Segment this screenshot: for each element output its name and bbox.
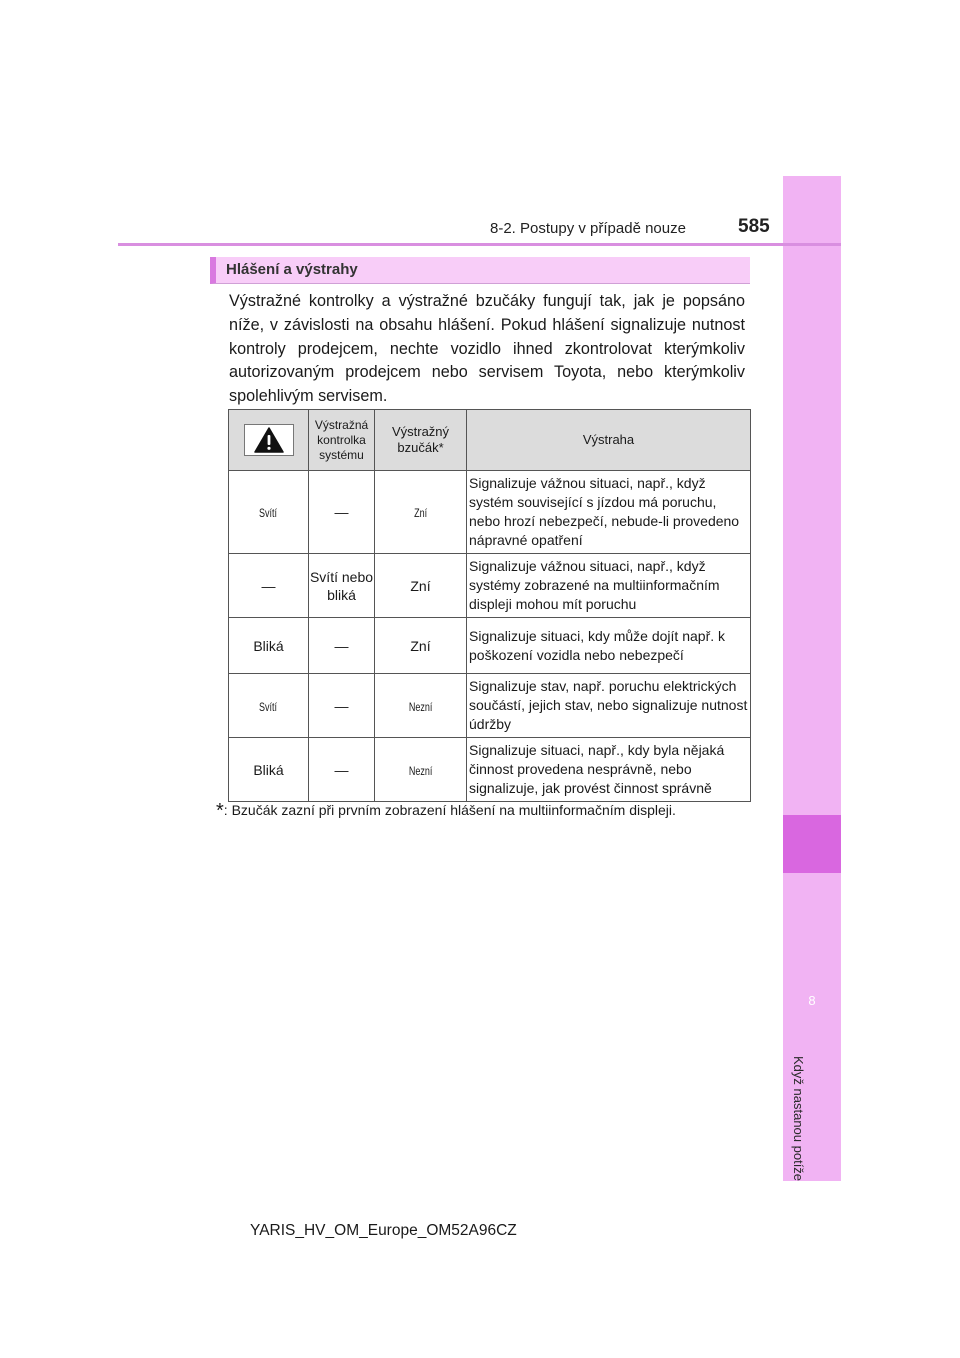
chapter-number: 8 xyxy=(808,993,816,1008)
cell-buzzer: Zní xyxy=(375,471,467,554)
header-buzzer: Výstražný bzučák* xyxy=(375,410,467,471)
chapter-side-tab xyxy=(783,176,841,1181)
cell-buzzer: Zní xyxy=(375,618,467,674)
table-header-row xyxy=(229,410,751,471)
footnote-text: : Bzučák zazní při prvním zobrazení hlášení na multiinformačním displeji. xyxy=(223,802,676,818)
cell-buzzer: Zní xyxy=(375,554,467,618)
cell-buzzer: Nezní xyxy=(375,738,467,802)
header-icon-cell xyxy=(229,410,309,471)
cell-warning: Signalizuje situaci, kdy může dojít např. k poškození vozidla nebo nebezpečí xyxy=(467,618,751,674)
cell-light: — xyxy=(309,471,375,554)
cell-light: — xyxy=(309,674,375,738)
table-row xyxy=(229,674,751,738)
section-title: Hlášení a výstrahy xyxy=(226,261,358,278)
cell-warning: Signalizuje vážnou situaci, např., když systém související s jízdou má poruchu, nebo hrozí nebezpečí, nebude-li provedeno nápravné opatření xyxy=(467,471,751,554)
document-id: YARIS_HV_OM_Europe_OM52A96CZ xyxy=(250,1222,517,1239)
cell-warning: Signalizuje vážnou situaci, např., když systémy zobrazené na multiinformačním displeji mohou mít poruchu xyxy=(467,554,751,618)
warning-table xyxy=(228,409,751,802)
cell-light: Svítí nebo bliká xyxy=(309,554,375,618)
table-row xyxy=(229,738,751,802)
intro-paragraph: Výstražné kontrolky a výstražné bzučáky fungují tak, jak je popsáno níže, v závislosti na obsahu hlášení. Pokud hlášení signalizuje nutnost kontroly prodejcem, nechte vozidlo ihned zkontrolovat kterýmkoliv autorizovaným prodejcem nebo servisem Toyota, nebo kterýmkoliv spolehlivým servisem. xyxy=(229,292,745,406)
header-section: 8-2. Postupy v případě nouze xyxy=(490,220,686,237)
cell-icon: Svítí xyxy=(229,674,309,738)
header-divider xyxy=(118,243,841,246)
cell-warning: Signalizuje situaci, např., kdy byla nějaká činnost provedena nesprávně, nebo signalizuje, jak provést činnost správně xyxy=(467,738,751,802)
cell-light: — xyxy=(309,738,375,802)
header-light: Výstražná kontrolka systému xyxy=(309,410,375,471)
cell-light: — xyxy=(309,618,375,674)
table-row xyxy=(229,618,751,674)
cell-icon: Svítí xyxy=(229,471,309,554)
page-number: 585 xyxy=(738,216,770,237)
cell-icon: Bliká xyxy=(229,618,309,674)
table-row xyxy=(229,554,751,618)
cell-icon: — xyxy=(229,554,309,618)
table-row xyxy=(229,471,751,554)
cell-buzzer: Nezní xyxy=(375,674,467,738)
section-title-bar xyxy=(210,257,750,284)
chapter-number-box xyxy=(783,815,841,873)
cell-warning: Signalizuje stav, např. poruchu elektrických součástí, jejich stav, nebo signalizuje nutnost údržby xyxy=(467,674,751,738)
footnote xyxy=(216,800,676,823)
footnote-mark: * xyxy=(216,800,224,822)
cell-icon: Bliká xyxy=(229,738,309,802)
chapter-title: Když nastanou potíže xyxy=(791,1056,806,1182)
header-warning: Výstraha xyxy=(467,410,751,471)
warning-triangle-icon xyxy=(244,424,294,456)
